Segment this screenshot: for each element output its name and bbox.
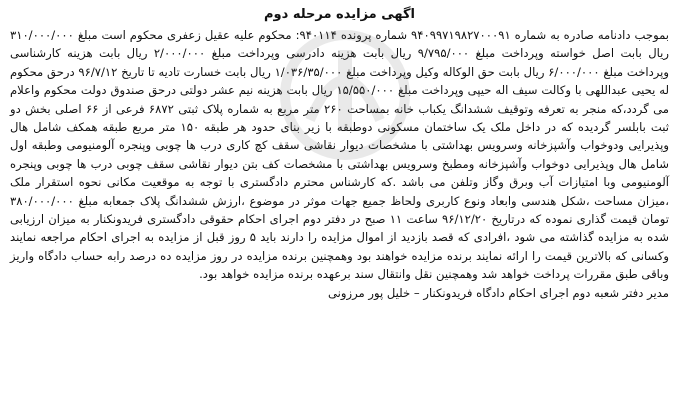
notice-title: اگهی مزایده مرحله دوم xyxy=(264,7,415,22)
notice-body: بموجب دادنامه صادره به شماره ۹۴۰۹۹۷۱۹۸۲۷۰۰۰۹۱ شماره پرونده ۹۴۰۱۱۴: محکوم علیه عقیل زعفری محکوم است مبلغ ۳۱۰/۰۰۰/۰۰۰ ریال بابت اصل خواسته وپرداخت مبلغ ۹/۷۹۵/۰۰۰ ریال بابت هزینه دادرسی وپرداخت مبلغ ۲/۰۰۰/۰۰۰ ریال بابت هزینه کارشناسی وپرداخت مبلغ ۶/۰۰۰/۰۰۰ ریال بابت حق الوکاله وکیل وپرداخت مبلغ ۱/۰۳۶/۳۵/۰۰۰ ریال بابت خسارت تادیه تا تاریخ ۹۶/۷/۱۲ درحق محکوم له یحیی عبداللهی با وکالت سیف اله حیپی وپرداخت مبلغ ۱۵/۵۵۰/۰۰۰ ریال بابت هزینه نیم عشر دولتی درحق صندوق دولت محکوم واعلام می گردد،که منجر به تعرفه وتوقیف ششدانگ یکباب خانه بمساحت ۲۶۰ متر مربع به شماره پلاک ثبتی ۶۸۷۲ فرعی از ۶۶ اصلی بخش دو ثبت بابلسر گردیده که در داخل ملک یک ساختمان مسکونی دوطبقه با زیر بنای حدود هر طبقه ۱۵۰ متر مربع طبقه همکف شامل هال وپذیرایی ودوخواب وآشپزخانه وسرویس بهداشتی با مشخصات دیوار نقاشی سقف کچ کاری درب ها چوبی وپنجره آلومنیومی وطبقه اول شامل هال وپذیرایی دوخواب وآشپزخانه ومطبخ وسرویس بهداشتی با مشخصات کف بتن دیوار نقاشی سقف چوبی درب ها چوبی وپنجره آلومنیومی وبا امتیازات آب وبرق وگاز وتلفن می باشد .که کارشناس محترم دادگستری با توجه به موقعیت مکانی نحوه استقرار ملک ،میزان مساحت ،شکل هندسی وابعاد ونوع کاربری ولحاظ جمیع جهات موثر در موضوع ،ارزش ششدانگ پلاک جمعابه مبلغ ۳۸۰/۰۰۰/۰۰۰ تومان قیمت گذاری نموده که درتاریخ ۹۶/۱۲/۲۰ ساعت ۱۱ صبح در دفتر دوم اجرای احکام حقوقی دادگستری فریدونکنار به میزان ارزیابی شده به مزایده گذاشته می شود ،افرادی که قصد بازدید از اموال مزایده را دارند باید ۵ روز قبل از مزایده به اجرای احکام مراجعه نمایند وکسانی که بالاترین قیمت را ارائه نمایند برنده مزایده خواهند بود وهمچنین برنده مزایده در روز مزایده ده درصد رابه حساب دادگاه واریز وباقی طبق مقررات پرداخت خواهد شد وهمچنین نقل وانتقال سند برعهده برنده مزایده خواهد بود. xyxy=(10,28,670,282)
notice-signature: مدیر دفتر شعبه دوم اجرای احکام دادگاه فریدونکنار – خلیل پور مرزونی xyxy=(328,285,669,300)
